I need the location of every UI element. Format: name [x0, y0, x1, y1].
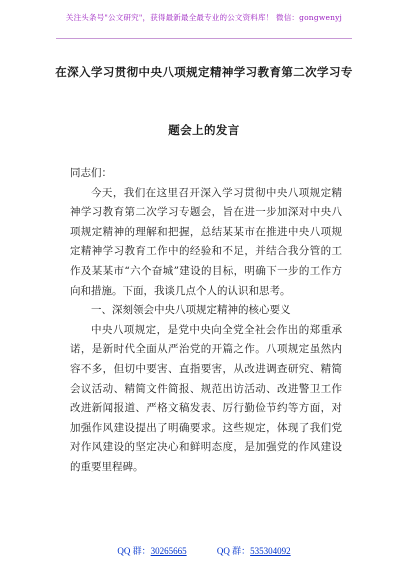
- header-promo-note: 关注头条号"公文研究"，获得最新最全最专业的公文资料库！ 微信：gongwenyj: [65, 13, 343, 22]
- qq-group-1-label: QQ 群：: [117, 546, 151, 556]
- qq-group-1-number[interactable]: 30265665: [150, 546, 187, 556]
- document-title-line-2: 题会上的发言: [168, 123, 240, 137]
- salutation: 同志们：: [70, 167, 112, 179]
- qq-group-2-number[interactable]: 535304092: [250, 546, 291, 556]
- document-title-line-1: 在深入学习贯彻中央八项规定精神学习教育第二次学习专: [55, 65, 353, 79]
- footer-qq-group-1: [117, 546, 186, 556]
- paragraph-intro: 今天，我们在这里召开深入学习贯彻中央八项规定精神学习教育第二次学习专题会，旨在进一步加深对中央八项规定精神的理解和把握，总结某某市在推进中央八项规定精神学习教育工作中的经验和不足，并结合我分管的工作及某某市“六个奋城”建设的目标，明确下一步的工作方向和措施。下面，我谈几点个人的认识和思考。: [70, 186, 342, 297]
- footer-contact: [0, 544, 408, 557]
- paragraph-section-1: 中央八项规定，是党中央向全党全社会作出的郑重承诺，是新时代全面从严治党的开篇之作。八项规定虽然内容不多，但切中要害、直指要害，从改进调查研究、精简会议活动、精简文件简报、规范出访活动、改进警卫工作改进新闻报道、严格文稿发表、厉行勤俭节约等方面，对加强作风建设提出了明确要求。这些规定，体现了我们党对作风建设的坚定决心和鲜明态度，是加强党的作风建设的重要里程碑。: [70, 323, 342, 473]
- header-divider: [56, 38, 352, 39]
- section-heading-1: 一、深刻领会中央八项规定精神的核心要义: [91, 304, 291, 317]
- qq-group-2-label: QQ 群：: [216, 546, 251, 556]
- document-body: [70, 164, 342, 478]
- footer-qq-group-2: [217, 546, 291, 556]
